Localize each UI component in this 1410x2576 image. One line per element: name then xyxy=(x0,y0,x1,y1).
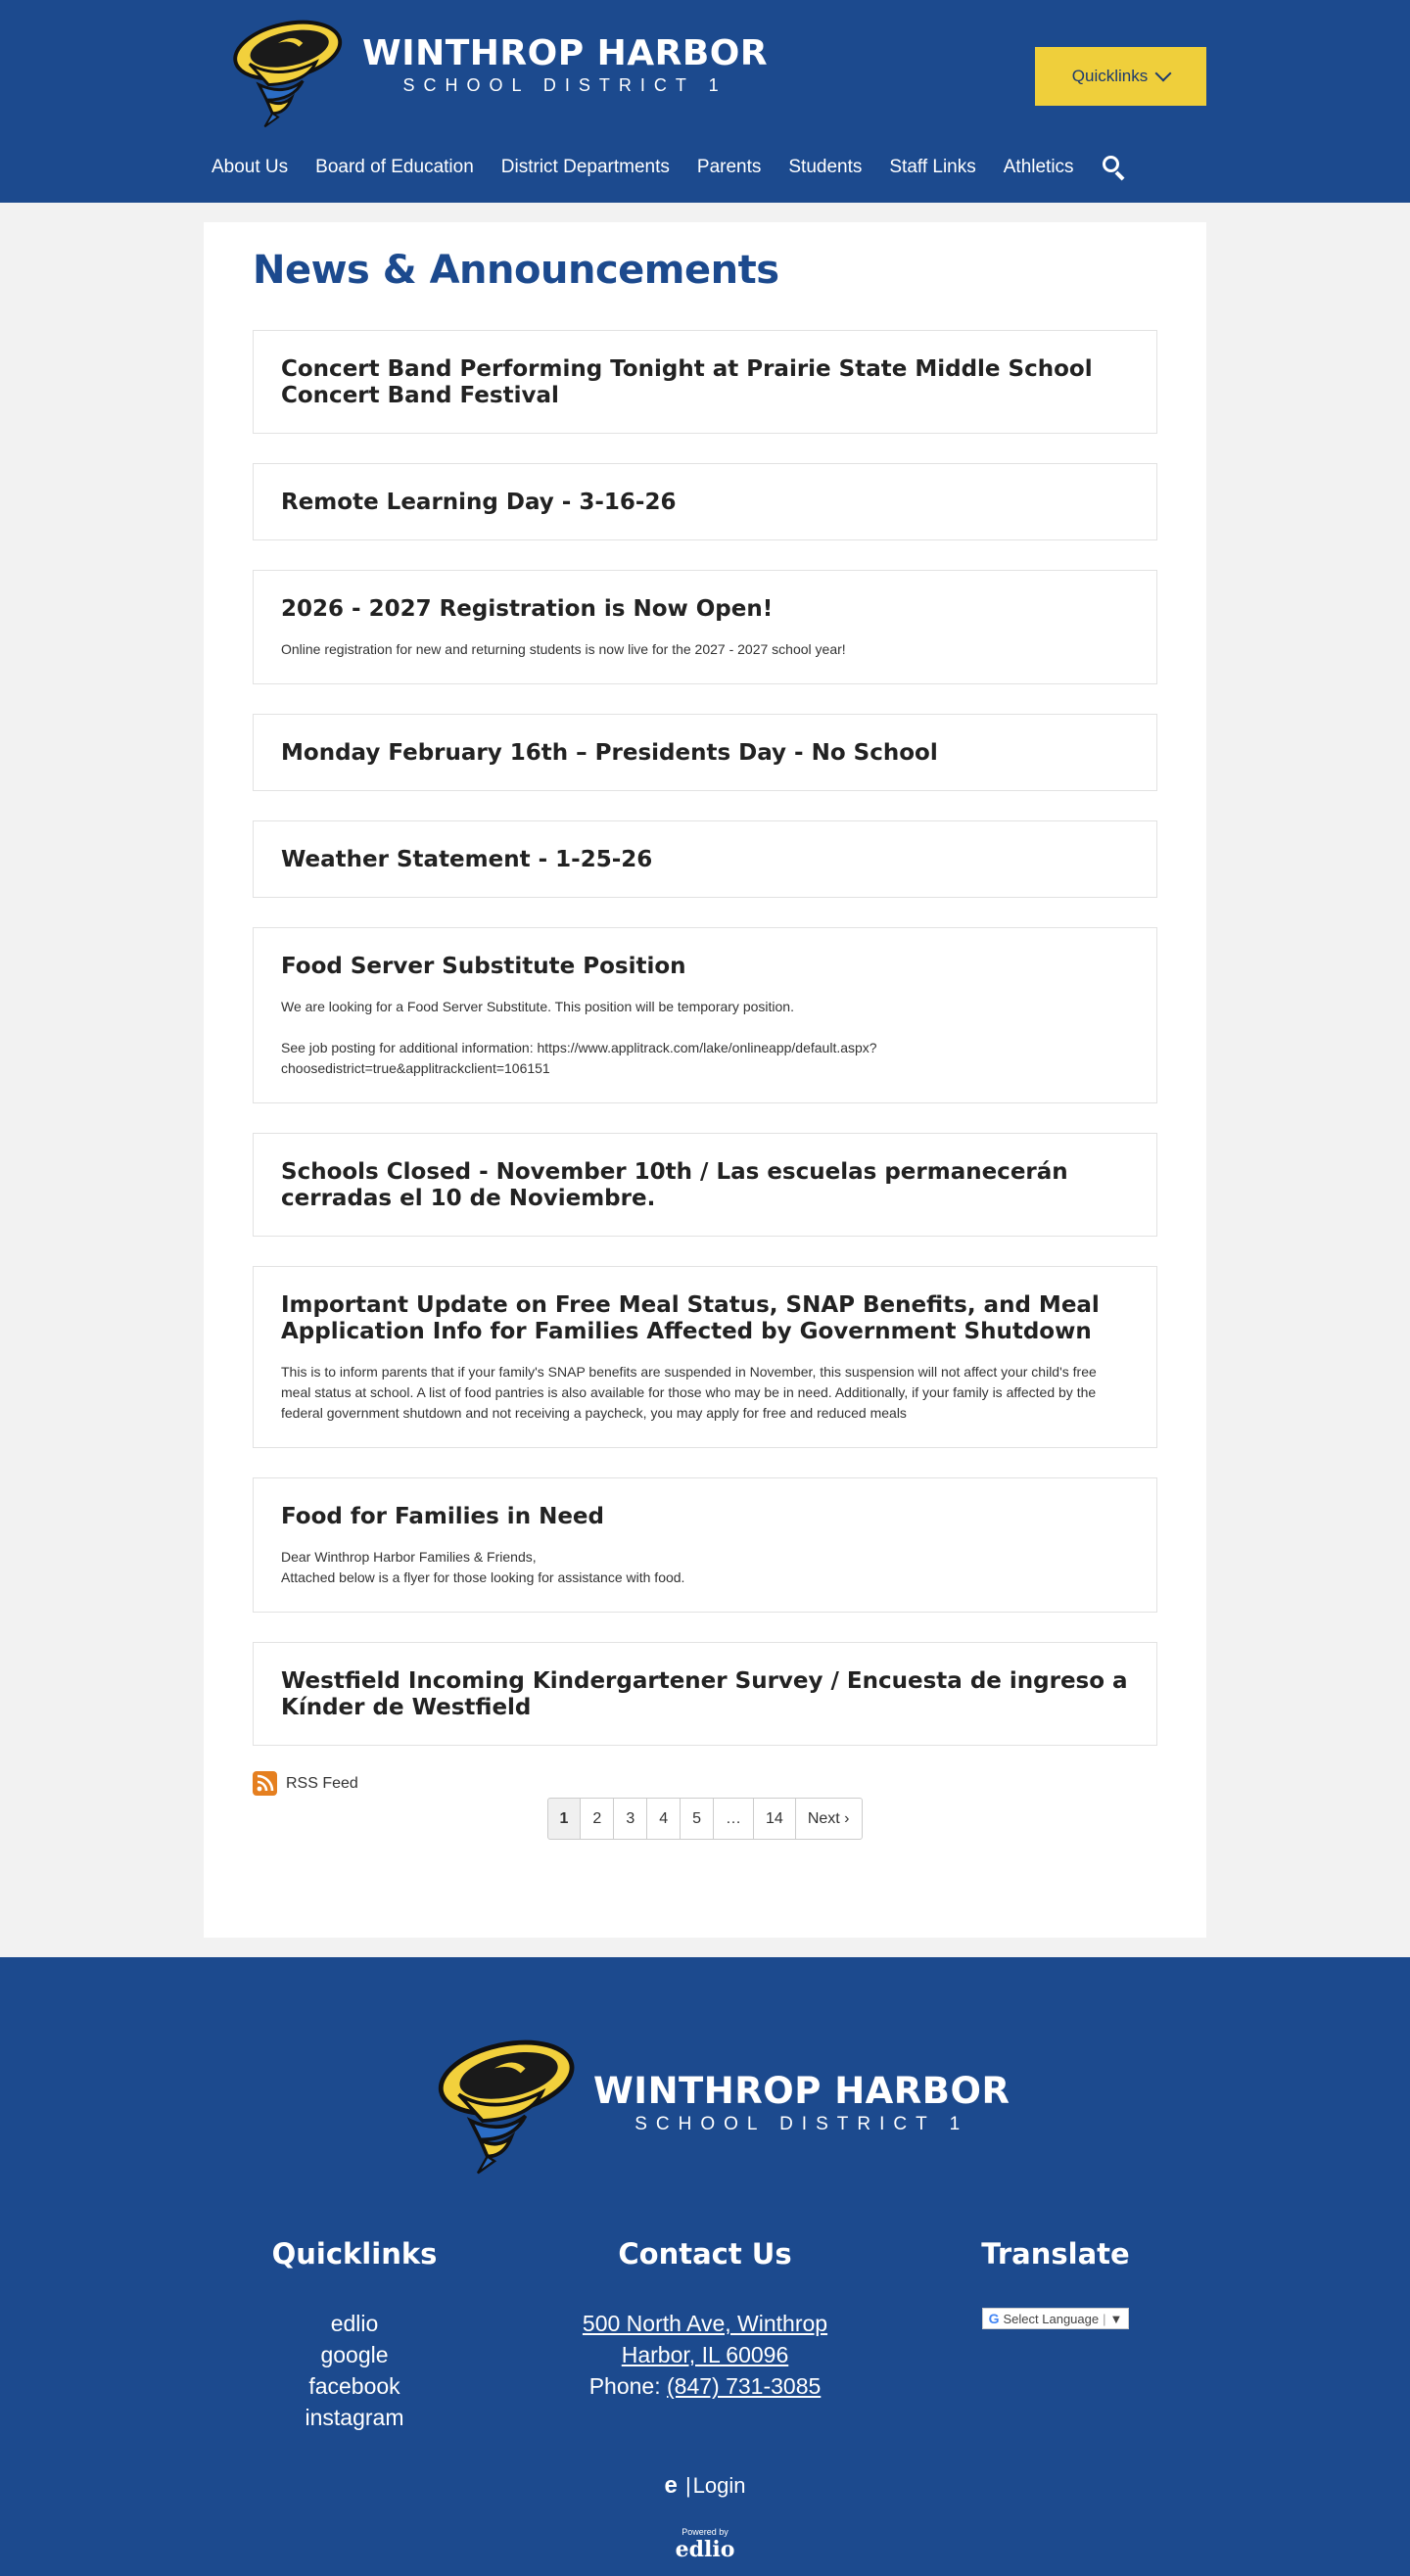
footer-quicklinks xyxy=(257,2237,452,2433)
news-summary: Online registration for new and returning students is now live for the 2027 - 2027 school year! xyxy=(281,641,846,657)
news-item[interactable] xyxy=(253,1266,1157,1448)
main-content xyxy=(204,222,1206,1938)
nav-item-district-departments[interactable]: District Departments xyxy=(500,157,670,177)
pagination xyxy=(253,1798,1157,1840)
news-title[interactable]: Food Server Substitute Position xyxy=(281,954,686,979)
quicklinks-label: Quicklinks xyxy=(1071,67,1149,85)
news-item[interactable] xyxy=(253,570,1157,684)
page-4[interactable]: 4 xyxy=(646,1798,681,1840)
brand-subtitle: SCHOOL DISTRICT 1 xyxy=(402,75,728,95)
page-2[interactable]: 2 xyxy=(580,1798,614,1840)
rss-feed-link[interactable] xyxy=(253,1771,1157,1796)
nav-item-about-us[interactable]: About Us xyxy=(212,157,289,177)
footer-link-edlio[interactable]: edlio xyxy=(330,2311,379,2336)
news-title[interactable]: Remote Learning Day - 3-16-26 xyxy=(281,490,677,515)
nav-item-athletics[interactable]: Athletics xyxy=(1003,157,1074,177)
powered-by-edlio[interactable] xyxy=(0,2527,1410,2562)
news-item[interactable] xyxy=(253,1642,1157,1746)
page-ellipsis: … xyxy=(713,1798,754,1840)
footer-link-facebook[interactable]: facebook xyxy=(308,2373,400,2399)
footer-link-google[interactable]: google xyxy=(320,2342,389,2367)
google-icon: G xyxy=(988,2311,1000,2326)
site-logo[interactable] xyxy=(212,14,768,129)
news-item[interactable] xyxy=(253,714,1157,791)
tornado-mascot-logo xyxy=(212,14,345,129)
news-summary: This is to inform parents that if your family's SNAP benefits are suspended in November, this suspension will not affect your child's free meal status at school. A list of food pantries is also available for those who may be in need. Additionally, if your family is affected by the federal government shutdown and not receiving a paycheck, you may apply for free and reduced meals xyxy=(281,1364,1097,1421)
nav-item-students[interactable]: Students xyxy=(788,157,863,177)
news-title[interactable]: Food for Families in Need xyxy=(281,1504,604,1529)
news-title[interactable]: Concert Band Performing Tonight at Prairie State Middle School Concert Band Festival xyxy=(281,356,1093,408)
page-14[interactable]: 14 xyxy=(753,1798,796,1840)
news-summary: We are looking for a Food Server Substitute. This position will be temporary position. See job posting for additional information: https://www.applitrack.com/lake/onlineapp/default.aspx? choosedistrict=true&applitrackclient=106151 xyxy=(281,999,877,1076)
footer-logo[interactable] xyxy=(411,2032,1010,2177)
nav-item-staff-links[interactable]: Staff Links xyxy=(889,157,976,177)
footer-translate xyxy=(958,2237,1153,2329)
caret-down-icon: ▼ xyxy=(1109,2311,1123,2326)
footer-contact-heading: Contact Us xyxy=(618,2237,792,2271)
edlio-icon: e xyxy=(664,2472,678,2499)
page-title: News & Announcements xyxy=(253,248,779,293)
news-item[interactable] xyxy=(253,927,1157,1103)
quicklinks-button[interactable] xyxy=(1035,47,1206,106)
footer-link-instagram[interactable]: instagram xyxy=(305,2405,404,2430)
news-item[interactable] xyxy=(253,1477,1157,1613)
footer-translate-heading: Translate xyxy=(981,2237,1130,2271)
nav-item-parents[interactable]: Parents xyxy=(696,157,762,177)
login-link[interactable]: e |Login xyxy=(664,2472,746,2499)
page-1[interactable]: 1 xyxy=(547,1798,582,1840)
address-link-line2[interactable]: Harbor, IL 60096 xyxy=(621,2342,789,2367)
news-item[interactable] xyxy=(253,820,1157,898)
site-footer xyxy=(0,1957,1410,2576)
news-summary: Dear Winthrop Harbor Families & Friends, Attached below is a flyer for those looking for assistance with food. xyxy=(281,1549,685,1585)
edlio-wordmark: edlio xyxy=(675,2537,735,2562)
news-title[interactable]: Schools Closed - November 10th / Las escuelas permanecerán cerradas el 10 de Noviembre. xyxy=(281,1159,1068,1211)
page-next[interactable]: Next › xyxy=(795,1798,863,1840)
news-title[interactable]: Important Update on Free Meal Status, SNAP Benefits, and Meal Application Info for Families Affected by Government Shutdown xyxy=(281,1292,1100,1344)
footer-brand-title: WINTHROP HARBOR xyxy=(593,2069,1010,2112)
rss-label: RSS Feed xyxy=(286,1774,358,1792)
phone-prefix: Phone: xyxy=(588,2373,667,2399)
footer-brand-subtitle: SCHOOL DISTRICT 1 xyxy=(634,2113,969,2134)
phone-link[interactable]: (847) 731-3085 xyxy=(667,2373,822,2399)
login-label: Login xyxy=(692,2473,746,2498)
news-title[interactable]: 2026 - 2027 Registration is Now Open! xyxy=(281,596,774,622)
powered-by-label: Powered by xyxy=(682,2527,728,2537)
search-icon[interactable] xyxy=(1102,155,1127,180)
news-title[interactable]: Westfield Incoming Kindergartener Survey / Encuesta de ingreso a Kínder de Westfield xyxy=(281,1668,1128,1720)
brand-title: WINTHROP HARBOR xyxy=(362,33,769,73)
page-5[interactable]: 5 xyxy=(680,1798,714,1840)
language-select[interactable]: G Select Language | ▼ xyxy=(982,2308,1130,2329)
address-link[interactable]: 500 North Ave, Winthrop xyxy=(582,2311,828,2336)
page-3[interactable]: 3 xyxy=(613,1798,647,1840)
news-item[interactable] xyxy=(253,1133,1157,1237)
tornado-mascot-logo xyxy=(411,2032,578,2177)
language-select-value: Select Language xyxy=(1003,2311,1100,2326)
rss-icon xyxy=(253,1771,277,1796)
site-header xyxy=(0,0,1410,203)
news-title[interactable]: Weather Statement - 1-25-26 xyxy=(281,847,653,872)
footer-contact xyxy=(548,2237,862,2402)
news-item[interactable] xyxy=(253,463,1157,540)
chevron-down-icon xyxy=(1155,66,1172,82)
main-nav xyxy=(204,155,1127,180)
footer-quicklinks-heading: Quicklinks xyxy=(271,2237,438,2271)
news-item[interactable] xyxy=(253,330,1157,434)
nav-item-board-of-education[interactable]: Board of Education xyxy=(315,157,474,177)
news-title[interactable]: Monday February 16th – Presidents Day - No School xyxy=(281,740,938,766)
